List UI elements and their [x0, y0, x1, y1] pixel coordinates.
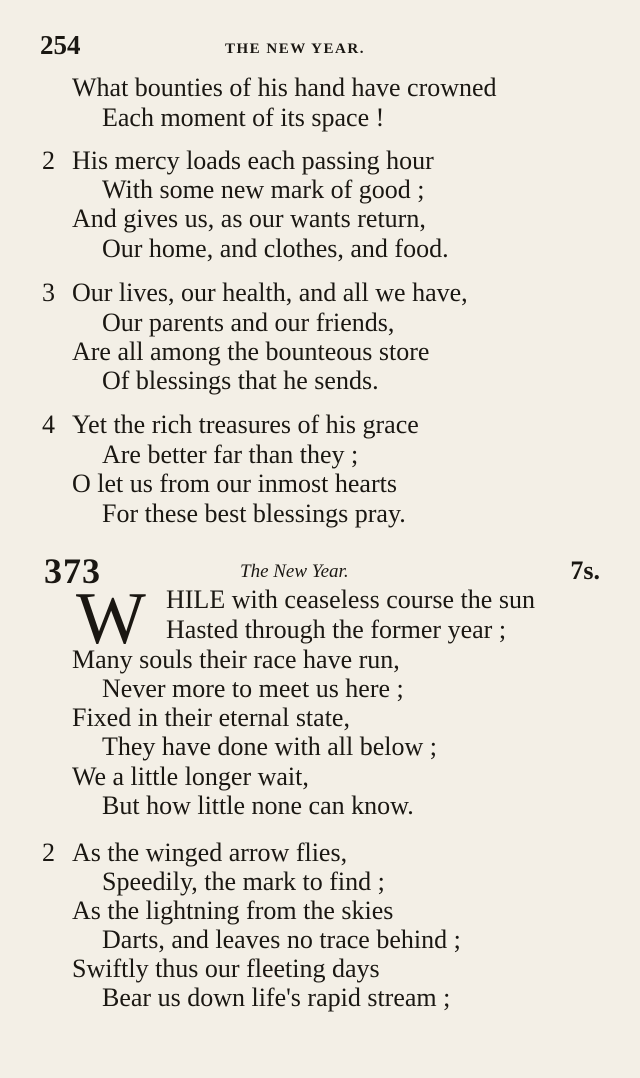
- verse-line: What bounties of his hand have crowned: [72, 73, 497, 102]
- verse-line: Never more to meet us here ;: [102, 674, 404, 703]
- stanza-number: 3: [42, 278, 55, 307]
- verse-line: Bear us down life's rapid stream ;: [102, 983, 451, 1012]
- verse-line: For these best blessings pray.: [102, 499, 406, 528]
- verse-line: And gives us, as our wants return,: [72, 204, 426, 233]
- page-header: [40, 30, 600, 66]
- verse-line: Darts, and leaves no trace behind ;: [102, 925, 461, 954]
- verse-line: Are all among the bounteous store: [72, 337, 430, 366]
- verse-line: Swiftly thus our fleeting days: [72, 954, 380, 983]
- verse-line: Our home, and clothes, and food.: [102, 234, 449, 263]
- verse-line: As the lightning from the skies: [72, 896, 394, 925]
- verse-line: Of blessings that he sends.: [102, 366, 379, 395]
- hymn-number: 373: [44, 551, 101, 591]
- verse-line: O let us from our inmost hearts: [72, 469, 397, 498]
- verse-line: With some new mark of good ;: [102, 175, 425, 204]
- hymn-meter: 7s.: [570, 556, 600, 585]
- verse-line: They have done with all below ;: [102, 732, 438, 761]
- verse-line: His mercy loads each passing hour: [72, 146, 434, 175]
- verse-line: As the winged arrow flies,: [72, 838, 348, 867]
- verse-line: Our parents and our friends,: [102, 308, 395, 337]
- stanza-number: 2: [42, 838, 55, 867]
- verse-line: But how little none can know.: [102, 791, 414, 820]
- hymn-title: The New Year.: [240, 561, 349, 582]
- running-head: THE NEW YEAR.: [225, 41, 365, 57]
- verse-line: Speedily, the mark to find ;: [102, 867, 385, 896]
- verse-line: Our lives, our health, and all we have,: [72, 278, 468, 307]
- stanza-number: 2: [42, 146, 55, 175]
- page-number: 254: [40, 30, 81, 60]
- verse-line: We a little longer wait,: [72, 762, 309, 791]
- verse-line: Are better far than they ;: [102, 440, 359, 469]
- drop-cap: W: [76, 578, 146, 660]
- verse-line: Yet the rich treasures of his grace: [72, 410, 419, 439]
- verse-line: Each moment of its space !: [102, 103, 385, 132]
- verse-line: HILE with ceaseless course the sun: [166, 585, 535, 614]
- verse-line: Hasted through the former year ;: [166, 615, 507, 644]
- verse-line: Fixed in their eternal state,: [72, 703, 350, 732]
- verse-line: Many souls their race have run,: [72, 645, 400, 674]
- stanza-number: 4: [42, 410, 55, 439]
